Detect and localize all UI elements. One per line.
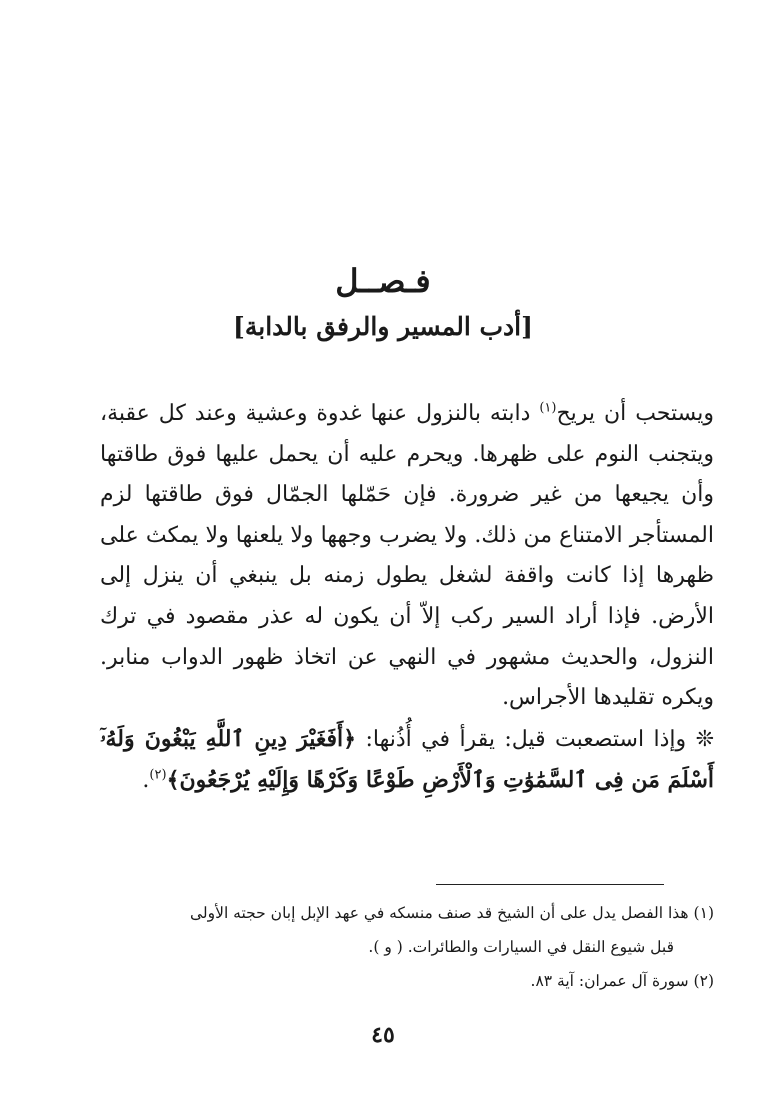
footnote-number: (٢) [693, 972, 714, 990]
footnote-1-continuation: قبل شيوع النقل في السيارات والطائرات. ( و ). [368, 938, 674, 956]
chapter-title: فـصــل [335, 262, 431, 300]
quran-verse: ﴿أَفَغَيْرَ دِينِ ٱللَّهِ يَبْغُونَ وَلَهُۥٓ أَسْلَمَ مَن فِى ٱلسَّمَٰوَٰتِ وَٱلْأَرْضِ طَوْعًا وَكَرْهًا وَإِلَيْهِ يُرْجَعُونَ﴾ [100, 725, 714, 794]
footnote-1 [100, 896, 714, 930]
paragraph-text-start: ويستحب أن يريح [556, 401, 715, 426]
footnotes [100, 896, 714, 998]
footnote-separator [436, 884, 664, 885]
footnote-text: هذا الفصل يدل على أن الشيخ قد صنف منسكه في عهد الإبل إبان حجته الأولى [189, 904, 689, 922]
recitation-intro: وإذا استصعبت قيل: يقرأ في أُذُنها: [356, 726, 696, 752]
paragraph-text-rest: دابته بالنزول عنها غدوة وعشية وعند كل عقبة، ويتجنب النوم على ظهرها. ويحرم عليه أن يحمل عليها فوق طاقتها وأن يجيعها من غير ضرورة. فإن حَمّلها الجمّال فوق طاقتها لزم المستأجر الامتناع من ذلك. ولا يضرب وجهها ولا يلعنها ولا يمكث على ظهرها إذا كانت واقفة لشغل يطول زمنه بل ينبغي أن ينزل إلى الأرض. فإذا أراد السير ركب إلاّ أن يكون له عذر مقصود في ترك النزول، والحديث مشهور في النهي عن اتخاذ ظهور الدواب منابر. ويكره تقليدها الأجراس. [100, 401, 714, 711]
chapter-subtitle: [أدب المسير والرفق بالدابة] [233, 312, 533, 341]
page-number: ٤٥ [371, 1022, 395, 1048]
paragraph-end: . [142, 768, 150, 794]
footnote-ref-1: (١) [539, 400, 557, 416]
footnote-ref-2: (٢) [149, 768, 167, 784]
star-marker: ❊ [695, 726, 715, 752]
footnote-text: سورة آل عمران: آية ٨٣. [530, 972, 689, 990]
body-text [100, 394, 714, 802]
paragraph-dismounting [100, 394, 714, 719]
paragraph-recitation [100, 719, 714, 802]
footnote-number: (١) [693, 904, 714, 922]
footnote-2 [100, 964, 714, 998]
